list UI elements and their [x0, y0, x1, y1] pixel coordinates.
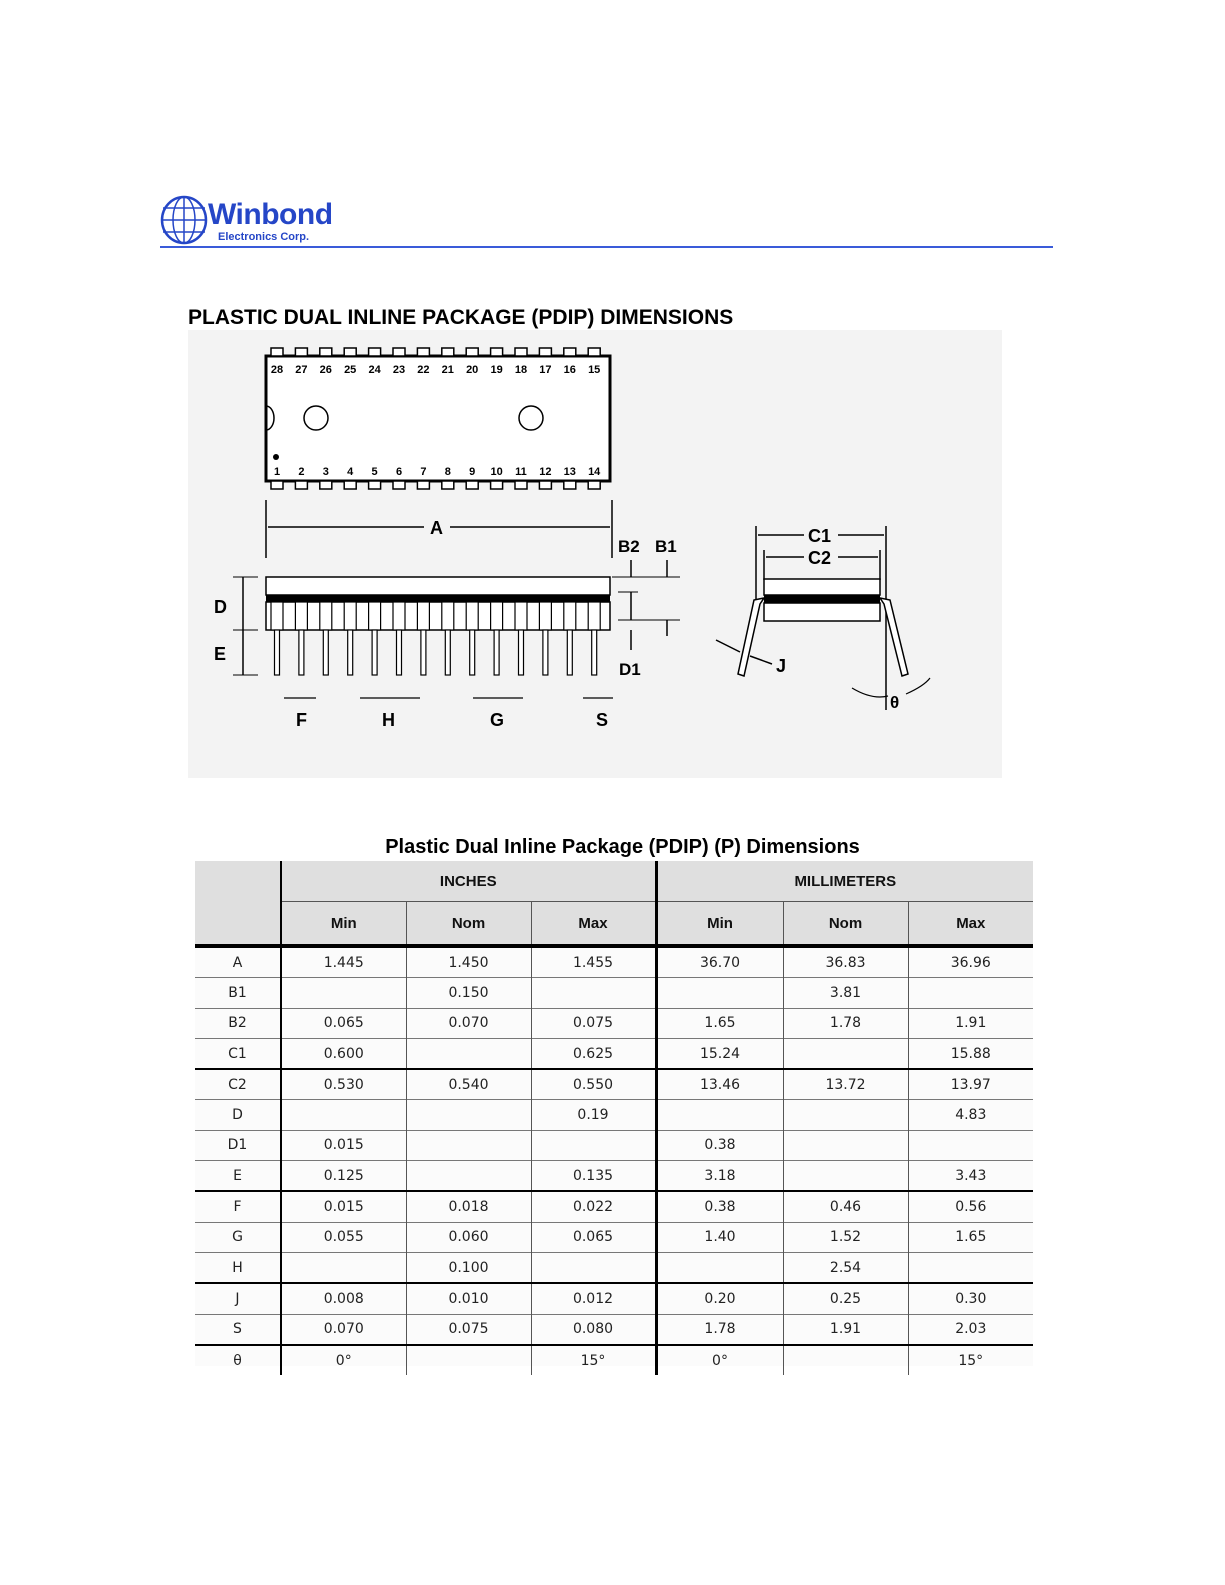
- pin-label-top: 18: [514, 364, 528, 376]
- pin-label-top: 27: [295, 364, 308, 376]
- row-symbol: H: [195, 1252, 281, 1283]
- pin-tab: [491, 481, 503, 489]
- row-symbol: S: [195, 1314, 281, 1345]
- lead-pin: [567, 630, 572, 675]
- table-row: [195, 1008, 1033, 1038]
- label-b2: B2: [618, 537, 640, 556]
- lead-shoulder: [491, 602, 503, 630]
- pin-label-bottom: 1: [273, 466, 281, 478]
- table-cell: [406, 1038, 531, 1069]
- pin-label-bottom: 6: [395, 466, 403, 478]
- table-cell: 15.24: [656, 1038, 783, 1069]
- pin-tab: [344, 348, 356, 356]
- table-cell: [406, 1130, 531, 1160]
- table-cell: [908, 1130, 1033, 1160]
- pin-label-bottom: 3: [322, 466, 329, 478]
- lead-pin: [397, 630, 402, 675]
- pin-label-top: 15: [588, 364, 601, 376]
- table-cell: 15°: [908, 1345, 1033, 1375]
- table-cell: [783, 1100, 908, 1130]
- table-cell: 0.060: [406, 1222, 531, 1252]
- pin-label-bottom: 5: [371, 466, 378, 478]
- j-arrow-right: [750, 656, 772, 664]
- table-cell: [783, 1161, 908, 1192]
- table-cell: 0.065: [281, 1008, 406, 1038]
- table-cell: 13.97: [908, 1069, 1033, 1100]
- pin-label-bottom: 14: [588, 466, 601, 478]
- label-c2: C2: [808, 548, 832, 568]
- table-cell: 0.625: [531, 1038, 656, 1069]
- pin-tab: [369, 348, 381, 356]
- table-cell: 0.075: [406, 1314, 531, 1345]
- pin-tab: [369, 481, 381, 489]
- table-cell: 15.88: [908, 1038, 1033, 1069]
- lead-shoulder: [271, 602, 283, 630]
- pin-tab: [344, 481, 356, 489]
- lead-pin: [519, 630, 524, 675]
- table-cell: [783, 1130, 908, 1160]
- end-view-bottom: [764, 603, 880, 621]
- table-cell: 1.52: [783, 1222, 908, 1252]
- dimensions-table: [195, 861, 1033, 1375]
- label-c1: C1: [808, 526, 832, 546]
- table-cell: 0.30: [908, 1283, 1033, 1314]
- table-cell: 0.015: [281, 1130, 406, 1160]
- pin-tab: [539, 481, 551, 489]
- table-row: [195, 1100, 1033, 1130]
- table-cell: 3.43: [908, 1161, 1033, 1192]
- lead-pin: [592, 630, 597, 675]
- lead-pin: [299, 630, 304, 675]
- table-cell: 0.055: [281, 1222, 406, 1252]
- side-view-bottom: [266, 602, 610, 630]
- lead-shoulder: [417, 602, 429, 630]
- row-symbol: F: [195, 1191, 281, 1222]
- table-cell: 36.83: [783, 946, 908, 978]
- col-header: Min: [281, 902, 406, 947]
- table-cell: 0.20: [656, 1283, 783, 1314]
- pin-label-bottom: 9: [469, 466, 476, 478]
- table-cell: 1.78: [656, 1314, 783, 1345]
- pin-tab: [588, 481, 600, 489]
- lead-shoulder: [466, 602, 478, 630]
- table-row: [195, 1038, 1033, 1069]
- label-a: A: [430, 518, 443, 538]
- lead-shoulder: [295, 602, 307, 630]
- table-cell: 13.72: [783, 1069, 908, 1100]
- row-symbol: D: [195, 1100, 281, 1130]
- table-cell: 0.022: [531, 1191, 656, 1222]
- lead-pin: [372, 630, 377, 675]
- table-cell: [656, 1100, 783, 1130]
- table-cell: [406, 1345, 531, 1375]
- pin-tab: [564, 481, 576, 489]
- pin-tab: [466, 481, 478, 489]
- symbol-header: [195, 861, 281, 946]
- dimensions-table-panel: [195, 861, 1033, 1369]
- table-cell: 0.530: [281, 1069, 406, 1100]
- j-arrow-left: [716, 640, 740, 652]
- pin-label-bottom: 4: [347, 466, 354, 478]
- table-cell: 0.600: [281, 1038, 406, 1069]
- table-cell: 0.065: [531, 1222, 656, 1252]
- pin-label-top: 28: [270, 364, 284, 376]
- table-cell: 1.445: [281, 946, 406, 978]
- table-cell: 1.455: [531, 946, 656, 978]
- table-row: [195, 1222, 1033, 1252]
- pdip-diagram: [188, 330, 1002, 778]
- pin-label-bottom: 2: [298, 466, 305, 478]
- table-row: [195, 1130, 1033, 1160]
- table-cell: 0°: [656, 1345, 783, 1375]
- table-cell: 0.018: [406, 1191, 531, 1222]
- group-header-millimeters: MILLIMETERS: [656, 861, 1033, 902]
- table-cell: 3.81: [783, 978, 908, 1008]
- pin-tab: [442, 348, 454, 356]
- table-row: [195, 1069, 1033, 1100]
- table-cell: 1.40: [656, 1222, 783, 1252]
- table-cell: 0.012: [531, 1283, 656, 1314]
- logo-subtitle: Electronics Corp.: [218, 231, 310, 243]
- pin-label-top: 17: [539, 364, 552, 376]
- table-cell: 0.008: [281, 1283, 406, 1314]
- row-symbol: E: [195, 1161, 281, 1192]
- table-cell: [656, 978, 783, 1008]
- table-row: [195, 1314, 1033, 1345]
- pin-label-top: 16: [563, 364, 576, 376]
- top-view-body: [266, 356, 610, 481]
- pin-label-bottom: 10: [490, 466, 503, 478]
- pin-label-top: 25: [344, 364, 357, 376]
- label-f: F: [296, 710, 307, 730]
- table-cell: [908, 978, 1033, 1008]
- theta-arc-right: [906, 678, 930, 694]
- table-cell: 0.100: [406, 1252, 531, 1283]
- pin-tab: [417, 481, 429, 489]
- end-view-lead-left: [738, 598, 764, 676]
- row-symbol: D1: [195, 1130, 281, 1160]
- lead-shoulder: [393, 602, 405, 630]
- pin-label-top: 23: [392, 364, 406, 376]
- end-view-top: [764, 579, 880, 595]
- lead-pin: [323, 630, 328, 675]
- pdip-drawing: [188, 330, 1002, 778]
- table-cell: 0°: [281, 1345, 406, 1375]
- header-rule: [160, 246, 1053, 248]
- label-d1: D1: [619, 660, 641, 679]
- pin-label-top: 21: [441, 364, 454, 376]
- theta-arc-left: [852, 688, 888, 697]
- table-cell: 0.135: [531, 1161, 656, 1192]
- pin-tab: [588, 348, 600, 356]
- table-row: [195, 978, 1033, 1008]
- table-cell: 0.075: [531, 1008, 656, 1038]
- row-symbol: C2: [195, 1069, 281, 1100]
- col-header: Nom: [406, 902, 531, 947]
- label-e: E: [214, 644, 227, 664]
- row-symbol: B1: [195, 978, 281, 1008]
- end-view-band: [764, 595, 880, 603]
- pin-label-bottom: 11: [515, 466, 527, 478]
- pin-label-top: 22: [417, 364, 430, 376]
- pin-tab: [393, 348, 405, 356]
- table-cell: [281, 1100, 406, 1130]
- lead-pin: [543, 630, 548, 675]
- table-cell: 1.450: [406, 946, 531, 978]
- table-cell: 1.78: [783, 1008, 908, 1038]
- col-header: Max: [531, 902, 656, 947]
- row-symbol: B2: [195, 1008, 281, 1038]
- table-cell: 3.18: [656, 1161, 783, 1192]
- table-cell: [656, 1252, 783, 1283]
- label-d: D: [214, 597, 227, 617]
- table-cell: 0.25: [783, 1283, 908, 1314]
- pin-tab: [320, 348, 332, 356]
- side-view-band: [266, 595, 610, 602]
- table-cell: 0.070: [281, 1314, 406, 1345]
- pin-label-top: 26: [319, 364, 332, 376]
- table-cell: [406, 1161, 531, 1192]
- lead-pin: [470, 630, 475, 675]
- table-cell: 0.46: [783, 1191, 908, 1222]
- pin-tab: [466, 348, 478, 356]
- label-g: G: [490, 710, 505, 730]
- row-symbol: θ: [195, 1345, 281, 1375]
- end-view-lead-right: [880, 598, 908, 676]
- table-cell: [406, 1100, 531, 1130]
- pin-tab: [491, 348, 503, 356]
- table-cell: 1.65: [656, 1008, 783, 1038]
- pin-label-bottom: 7: [420, 466, 427, 478]
- table-cell: [783, 1345, 908, 1375]
- pin-tab: [417, 348, 429, 356]
- pin1-dot: [273, 454, 279, 460]
- pin-tab: [564, 348, 576, 356]
- table-cell: 4.83: [908, 1100, 1033, 1130]
- pin-tab: [442, 481, 454, 489]
- col-header: Nom: [783, 902, 908, 947]
- pin-label-top: 20: [466, 364, 479, 376]
- pin-tab: [271, 348, 283, 356]
- winbond-logo: [160, 194, 333, 246]
- row-symbol: C1: [195, 1038, 281, 1069]
- table-cell: 0.540: [406, 1069, 531, 1100]
- table-cell: 0.015: [281, 1191, 406, 1222]
- table-row: [195, 1191, 1033, 1222]
- lead-shoulder: [588, 602, 600, 630]
- section-title: PLASTIC DUAL INLINE PACKAGE (PDIP) DIMENSIONS: [188, 306, 734, 329]
- lead-pin: [348, 630, 353, 675]
- table-cell: 2.54: [783, 1252, 908, 1283]
- pin-tab: [515, 348, 527, 356]
- table-cell: 0.38: [656, 1191, 783, 1222]
- lead-shoulder: [515, 602, 527, 630]
- table-cell: [908, 1252, 1033, 1283]
- lead-pin: [445, 630, 450, 675]
- table-cell: 13.46: [656, 1069, 783, 1100]
- table-cell: 1.91: [783, 1314, 908, 1345]
- pin-label-top: 24: [368, 364, 381, 376]
- table-cell: [281, 1252, 406, 1283]
- table-cell: 0.150: [406, 978, 531, 1008]
- table-cell: 1.65: [908, 1222, 1033, 1252]
- table-cell: 2.03: [908, 1314, 1033, 1345]
- pin-tab: [515, 481, 527, 489]
- lead-pin: [421, 630, 426, 675]
- table-cell: 0.19: [531, 1100, 656, 1130]
- table-cell: [531, 978, 656, 1008]
- group-header-inches: INCHES: [281, 861, 656, 902]
- table-cell: 0.070: [406, 1008, 531, 1038]
- label-h: H: [382, 710, 395, 730]
- label-j: J: [776, 656, 787, 676]
- pin-tab: [271, 481, 283, 489]
- table-cell: 0.125: [281, 1161, 406, 1192]
- label-s: S: [596, 710, 609, 730]
- row-symbol: J: [195, 1283, 281, 1314]
- table-cell: 0.550: [531, 1069, 656, 1100]
- row-symbol: A: [232, 954, 243, 971]
- label-theta: θ: [890, 693, 900, 712]
- pin-tab: [295, 481, 307, 489]
- table-row: [195, 1252, 1033, 1283]
- col-header: Max: [908, 902, 1033, 947]
- pin-label-bottom: 13: [563, 466, 576, 478]
- table-cell: 36.96: [908, 946, 1033, 978]
- table-cell: [531, 1130, 656, 1160]
- table-row: [195, 1345, 1033, 1375]
- lead-shoulder: [344, 602, 356, 630]
- lead-shoulder: [564, 602, 576, 630]
- page-header: [160, 194, 1053, 250]
- table-cell: 0.38: [656, 1130, 783, 1160]
- table-cell: 0.080: [531, 1314, 656, 1345]
- lead-shoulder: [539, 602, 551, 630]
- lead-shoulder: [369, 602, 381, 630]
- logo-brand-text: Winbond: [208, 198, 333, 231]
- table-cell: [281, 978, 406, 1008]
- table-cell: 0.56: [908, 1191, 1033, 1222]
- col-header: Min: [656, 902, 783, 947]
- table-cell: 1.91: [908, 1008, 1033, 1038]
- pin-tab: [539, 348, 551, 356]
- pin-tab: [393, 481, 405, 489]
- lead-shoulder: [320, 602, 332, 630]
- table-row: [195, 1161, 1033, 1192]
- side-view-top: [266, 577, 610, 595]
- table-cell: [531, 1252, 656, 1283]
- table-cell: [783, 1038, 908, 1069]
- table-row: [195, 946, 1033, 978]
- row-symbol: G: [195, 1222, 281, 1252]
- label-b1: B1: [655, 537, 677, 556]
- lead-shoulder: [442, 602, 454, 630]
- table-title: Plastic Dual Inline Package (PDIP) (P) Dimensions: [385, 836, 860, 858]
- pin-tab: [295, 348, 307, 356]
- lead-pin: [275, 630, 280, 675]
- table-row: [195, 1283, 1033, 1314]
- pin-label-bottom: 12: [539, 466, 552, 478]
- table-cell: 15°: [531, 1345, 656, 1375]
- pin-label-top: 19: [490, 364, 503, 376]
- lead-pin: [494, 630, 499, 675]
- pin-tab: [320, 481, 332, 489]
- table-cell: 36.70: [656, 946, 783, 978]
- pin-label-bottom: 8: [444, 466, 451, 478]
- table-cell: 0.010: [406, 1283, 531, 1314]
